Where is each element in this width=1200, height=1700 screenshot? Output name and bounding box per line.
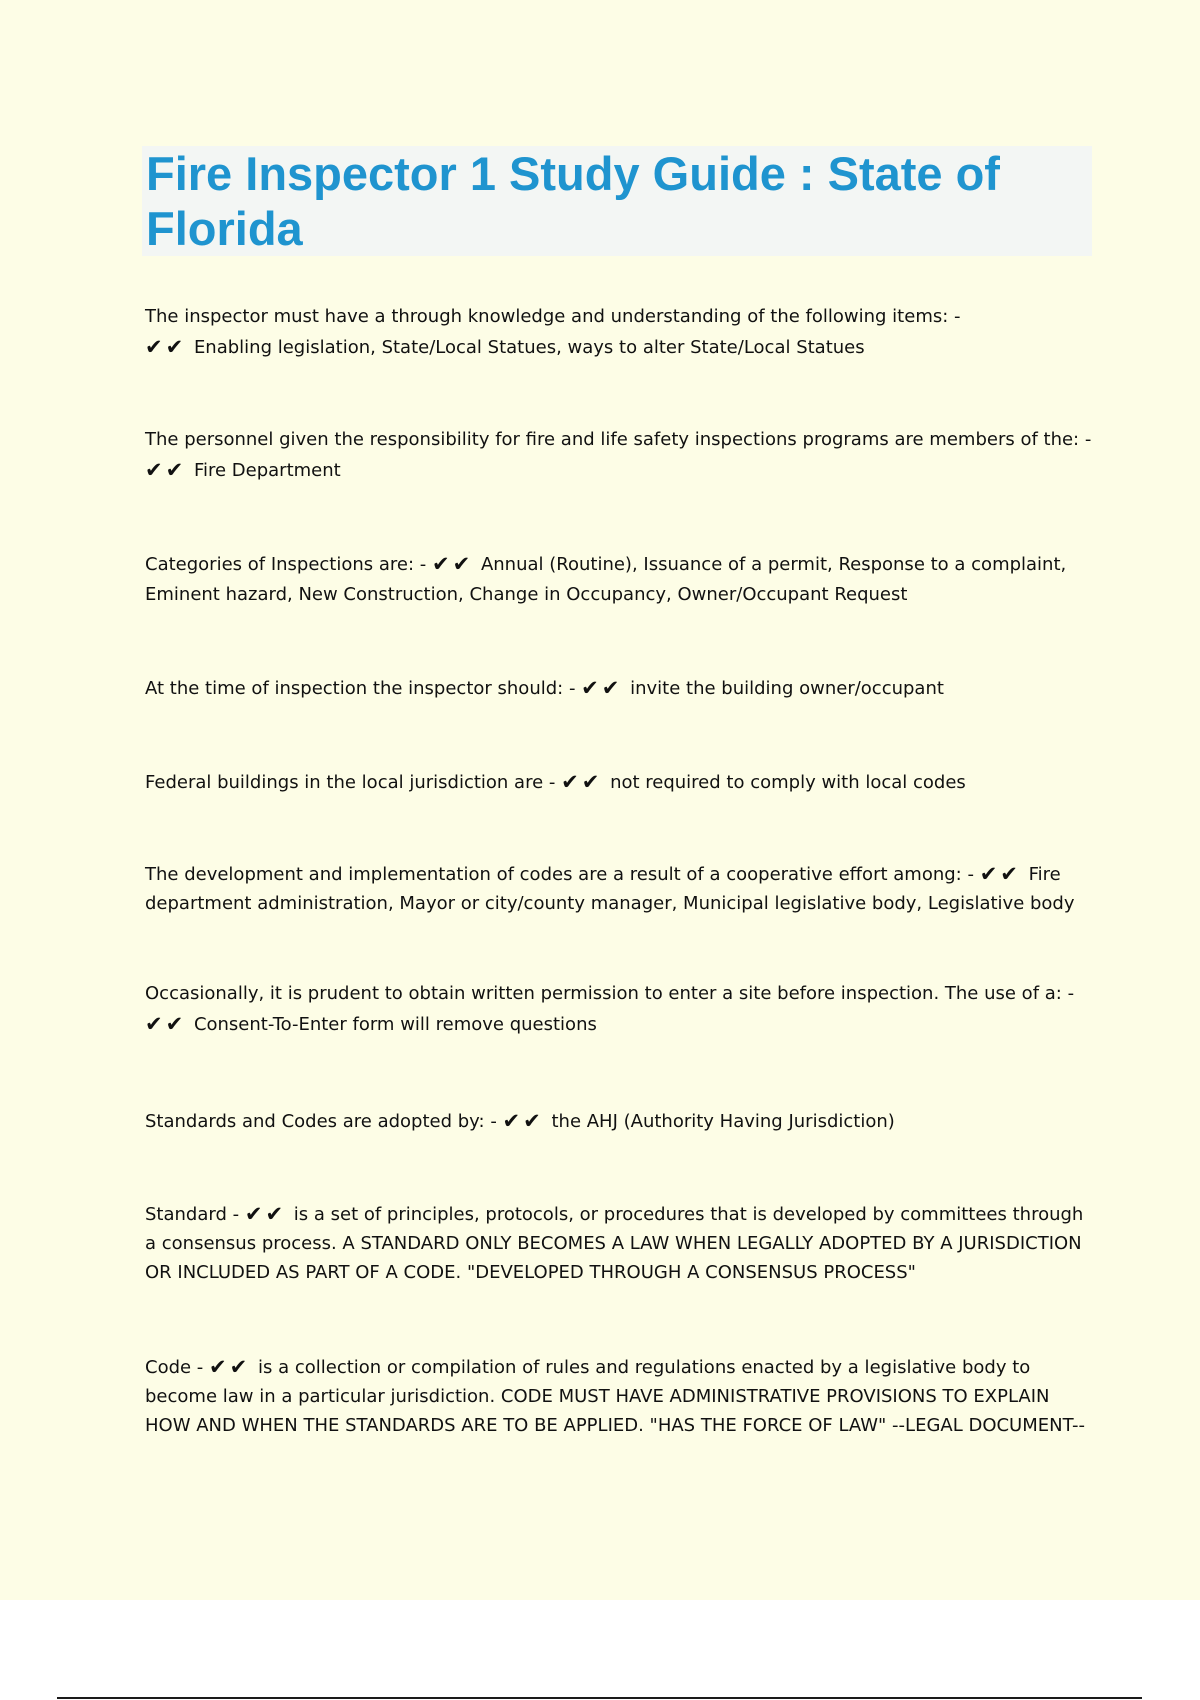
double-check-icon: ✔✔ [979,862,1021,886]
question-text: Occasionally, it is prudent to obtain written permission to enter a site before inspection. The use of a: - [145,983,1075,1004]
qa-entry-5 [145,767,1095,798]
double-check-icon: ✔✔ [145,458,187,482]
qa-entry-1 [145,302,1095,363]
qa-entry-8 [145,1106,1095,1137]
question-text: Standards and Codes are adopted by: - [145,1111,497,1132]
qa-entry-9 [145,1200,1095,1287]
qa-entry-6 [145,860,1095,918]
question-text: Categories of Inspections are: - [145,554,427,575]
double-check-icon: ✔✔ [581,676,623,700]
answer-text: Fire Department [193,460,341,481]
answer-text: is a collection or compilation of rules and regulations enacted by a legislative body to become law in a particular jurisdiction. CODE MUST HAVE ADMINISTRATIVE PROVISIONS TO EXPLAIN HOW AND WHEN THE STANDARDS ARE TO BE APPLIED. "HAS THE FORCE OF LAW" --LEGAL DOCUMENT-- [145,1357,1085,1436]
double-check-icon: ✔✔ [561,770,603,794]
document-title: Fire Inspector 1 Study Guide : State of Florida [146,147,1000,255]
qa-entry-2 [145,425,1095,486]
qa-entry-10 [145,1353,1095,1440]
answer-text: Annual (Routine), Issuance of a permit, Response to a complaint, Eminent hazard, New Construction, Change in Occupancy, Owner/Occupant Request [145,554,1067,605]
double-check-icon: ✔✔ [145,1012,187,1036]
question-text: The personnel given the responsibility for fire and life safety inspections programs are members of the: - [145,429,1092,450]
title-block [142,146,1092,256]
answer-text: Fire department administration, Mayor or city/county manager, Municipal legislative body, Legislative body [145,864,1075,914]
qa-entry-4 [145,673,1095,704]
answer-text: not required to comply with local codes [610,772,966,793]
answer-text: Enabling legislation, State/Local Statues, ways to alter State/Local Statues [193,337,865,358]
question-text: Standard - [145,1204,240,1225]
question-text: Code - [145,1357,204,1378]
question-text: At the time of inspection the inspector should: - [145,678,576,699]
double-check-icon: ✔✔ [502,1109,544,1133]
question-text: The development and implementation of codes are a result of a cooperative effort among: - [145,864,974,885]
answer-text: the AHJ (Authority Having Jurisdiction) [551,1111,895,1132]
page-divider [57,1697,1142,1699]
question-text: The inspector must have a through knowledge and understanding of the following items: - [145,306,961,327]
qa-entry-7 [145,979,1095,1040]
double-check-icon: ✔✔ [145,335,187,359]
double-check-icon: ✔✔ [432,552,474,576]
qa-entry-3 [145,549,1095,610]
question-text: Federal buildings in the local jurisdiction are - [145,772,556,793]
answer-text: Consent-To-Enter form will remove questions [193,1014,597,1035]
answer-text: invite the building owner/occupant [630,678,944,699]
double-check-icon: ✔✔ [209,1355,251,1379]
double-check-icon: ✔✔ [244,1202,287,1226]
answer-text: is a set of principles, protocols, or procedures that is developed by committees through a consensus process. A STANDARD ONLY BECOMES A LAW WHEN LEGALLY ADOPTED BY A JURISDICTION OR INCLUDED AS PART OF A CODE. "DEVELOPED THROUGH A CONSENSUS PROCESS" [145,1204,1084,1283]
